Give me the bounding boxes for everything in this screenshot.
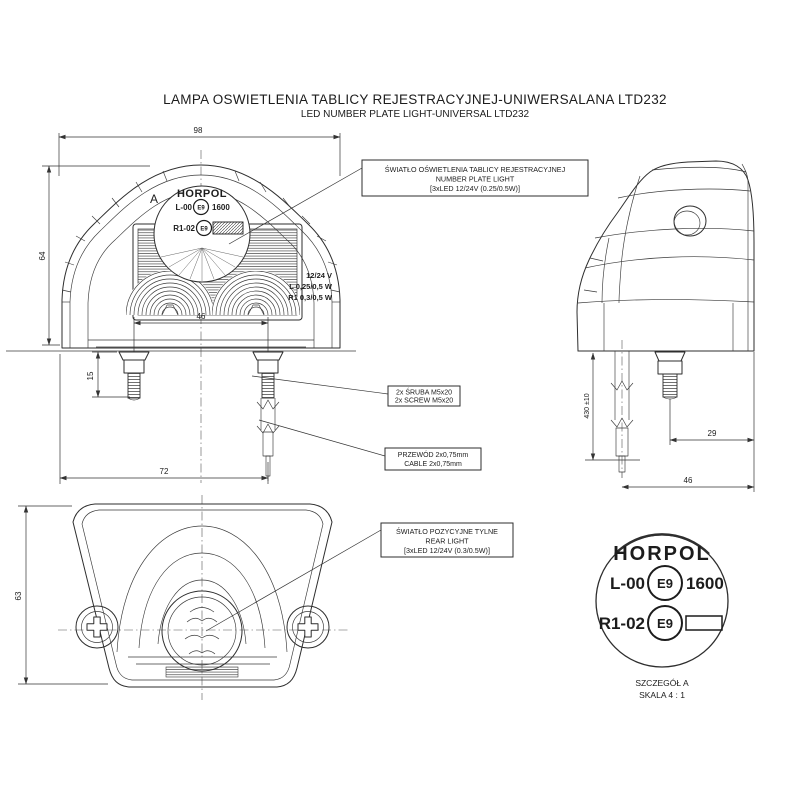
dim-label: 46 [196,312,206,321]
detail-caption: SZCZEGÓŁ A [635,678,689,688]
front-approval1: L-00 [175,203,192,212]
dim-label: 46 [683,476,693,485]
callout-screw [252,376,460,406]
callout-text: [3xLED 12/24V (0.25/0.5W)] [430,184,520,193]
dim-screw-length-15 [86,352,130,397]
e-mark-text: E9 [197,205,205,212]
callout-rear-light [206,523,513,631]
detail-approval1-number: 1600 [686,574,724,593]
detail-a-marker-label: A [150,192,159,206]
dim-front-width-98 [59,126,340,176]
phillips-cross-icon [87,617,107,637]
side-screw [655,352,685,399]
dim-label: 98 [193,126,203,135]
phillips-cross-icon [298,617,318,637]
callout-text: 2x SCREW M5x20 [394,397,454,405]
detail-approval1: L-00 [610,574,645,593]
rear-right-screw [287,606,329,648]
callout-text: [3xLED 12/24V (0.3/0.5W)] [404,546,490,555]
detail-approval2: R1-02 [598,614,645,633]
dim-rear-height-63 [14,506,108,684]
side-mount-hole [674,206,706,236]
drawing-title [163,92,667,120]
side-view [577,161,754,492]
e-mark-text: E9 [657,616,673,631]
callout-text: ŚWIATŁO POZYCYJNE TYLNE [396,527,498,536]
dim-label: 430 ±10 [584,393,591,419]
dim-label: 15 [86,371,95,381]
dim-label: 64 [38,251,47,261]
rear-bottom-strip [166,667,238,677]
rear-view [14,495,348,700]
spec-wattage-r1: R1 0,3/0,5 W [288,293,332,302]
spec-voltage: 12/24 V [306,271,332,280]
dim-screw-offset-29 [670,352,754,492]
e-mark-text: E9 [200,226,208,233]
detail-brand-text: HORPOL [613,543,711,565]
dim-label: 72 [159,467,169,476]
front-left-screw [119,352,149,400]
title-english: LED NUMBER PLATE LIGHT-UNIVERSAL LTD232 [300,109,530,120]
rear-left-screw [76,606,118,648]
side-cable [611,340,633,478]
spec-wattage-l: L 0,25/0,5 W [289,282,332,291]
front-marking-circle [154,186,250,282]
right-reflector-fan [211,270,301,360]
title-polish: LAMPA OSWIETLENIA TABLICY REJESTRACYJNEJ-UNIWERSALANA LTD232 [163,92,667,107]
callout-cable [259,420,481,470]
front-approval2: R1-02 [173,224,195,233]
callout-text: PRZEWÓD 2x0,75mm [397,452,469,459]
approval2-hatched-plate [213,222,243,234]
dim-label: 63 [14,591,23,601]
callout-text: CABLE 2x0,75mm [404,461,462,468]
detail-a-view [596,534,728,700]
e-mark-text: E9 [657,576,673,591]
leader-line [206,530,381,631]
front-approval1-number: 1600 [212,203,230,212]
callout-text: 2x ŚRUBA M5x20 [395,389,453,397]
callout-text: ŚWIATŁO OŚWIETLENIA TABLICY REJESTRACYJNEJ [384,165,566,174]
dim-depth-46 [622,476,754,487]
side-facet-lines [578,164,754,351]
dim-cable-length-430 [584,353,640,460]
dim-label: 29 [707,429,717,438]
callout-text: REAR LIGHT [425,536,469,546]
detail-scale: SKALA 4 : 1 [639,690,685,700]
front-right-screw [253,352,283,481]
callout-text: NUMBER PLATE LIGHT [435,174,515,184]
front-view [6,126,356,484]
leader-line [259,420,385,456]
front-brand-text: HORPOL [176,188,228,200]
